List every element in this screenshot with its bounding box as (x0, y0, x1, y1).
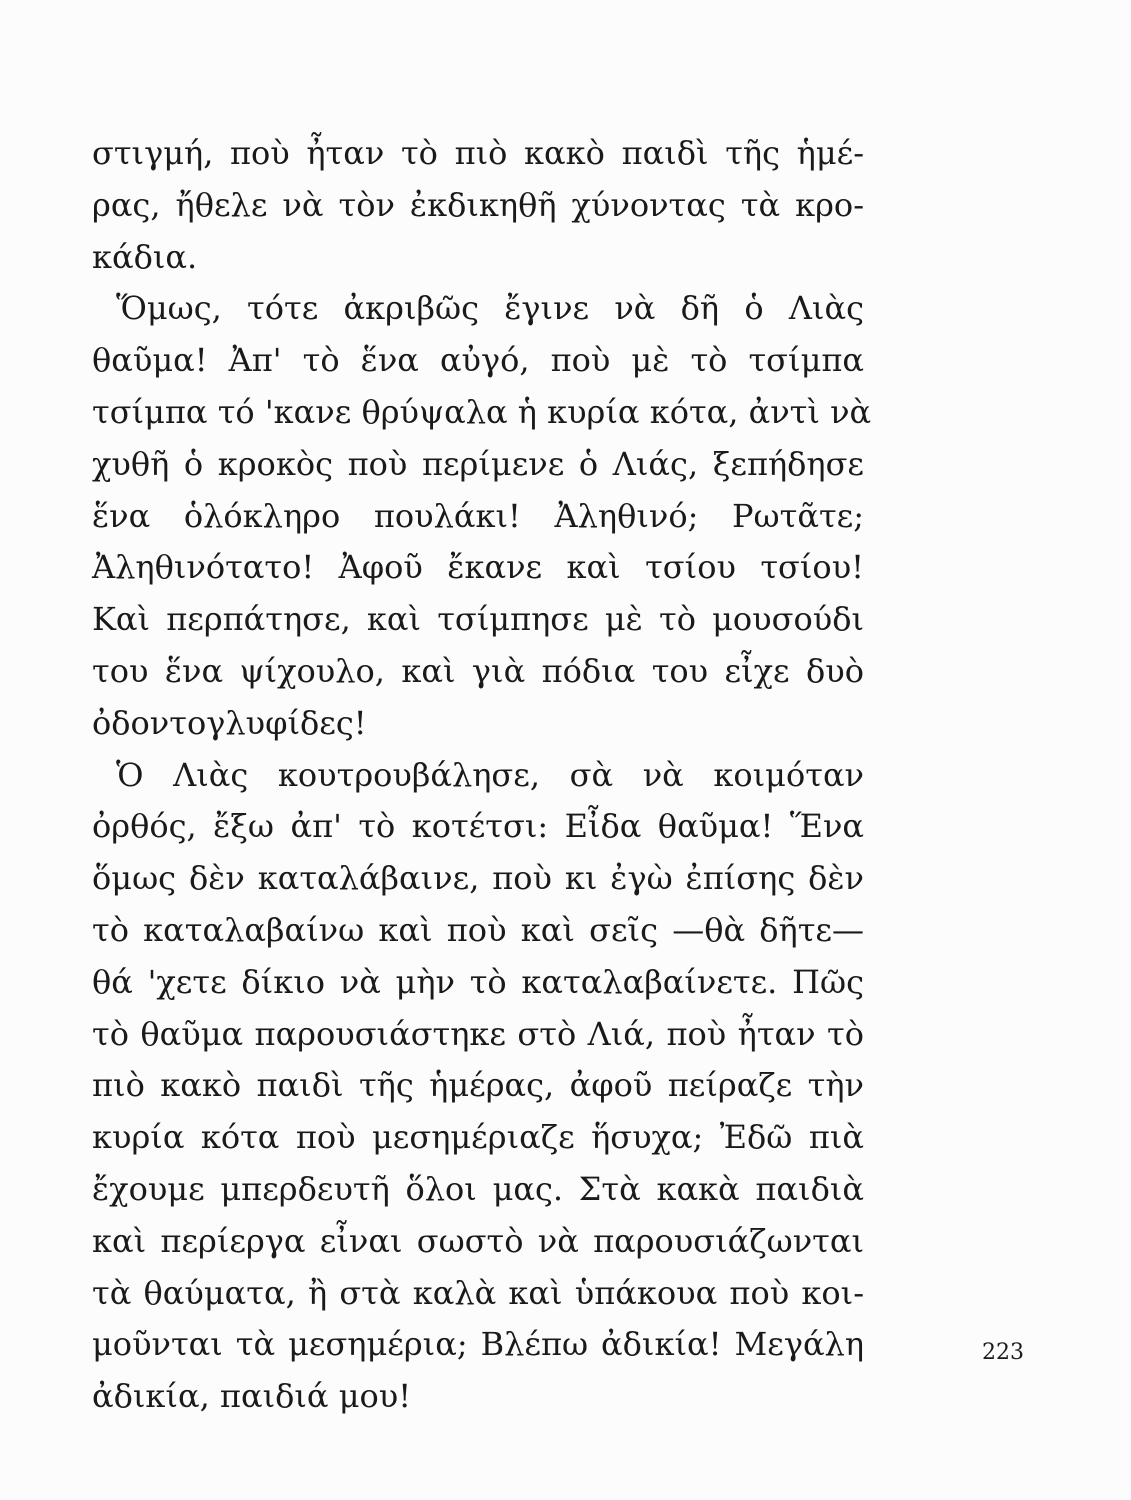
text-line: ὀδοντογλυφίδες! (92, 703, 367, 742)
paragraph-start-line: Ὅμως, τότε ἀκριβῶς ἔγινε νὰ δῆ ὁ Λιὰς (116, 289, 864, 328)
text-line: ἔχουμε μπερδευτῆ ὅλοι μας. Στὰ κακὰ παιδιὰ (92, 1169, 864, 1208)
text-line: του ἕνα ψίχουλο, καὶ γιὰ πόδια του εἶχε δυὸ (92, 651, 864, 690)
text-line: τσίμπα τό 'κανε θρύψαλα ἡ κυρία κότα, ἀντὶ νὰ (92, 392, 872, 431)
text-line: καὶ περίεργα εἶναι σωστὸ νὰ παρουσιάζωνται (92, 1221, 864, 1260)
text-line: ἀδικία, παιδιά μου! (92, 1377, 412, 1416)
text-line: κυρία κότα ποὺ μεσημέριαζε ἥσυχα; Ἐδῶ πιὰ (92, 1118, 864, 1157)
text-line: θά 'χετε δίκιο νὰ μὴν τὸ καταλαβαίνετε. Πῶς (92, 962, 864, 1001)
text-line: τὰ θαύματα, ἢ στὰ καλὰ καὶ ὑπάκουα ποὺ κοι- (92, 1273, 864, 1312)
text-line: τὸ θαῦμα παρουσιάστηκε στὸ Λιά, ποὺ ἦταν τὸ (92, 1014, 864, 1053)
text-line: μοῦνται τὰ μεσημέρια; Βλέπω ἀδικία! Μεγάλη (92, 1325, 864, 1364)
text-line: στιγμή, ποὺ ἦταν τὸ πιὸ κακὸ παιδὶ τῆς ἡμέ- (92, 134, 864, 172)
text-line: θαῦμα! Ἀπ' τὸ ἕνα αὐγό, ποὺ μὲ τὸ τσίμπα (92, 341, 864, 380)
text-line: ρας, ἤθελε νὰ τὸν ἐκδικηθῆ χύνοντας τὰ κρο- (92, 185, 864, 224)
page-number: 223 (982, 1340, 1024, 1365)
body-text (92, 128, 872, 1423)
text-line: Ἀληθινότατο! Ἀφοῦ ἔκανε καὶ τσίου τσίου! (92, 548, 864, 587)
text-line: ἕνα ὁλόκληρο πουλάκι! Ἀληθινό; Ρωτᾶτε; (92, 496, 864, 535)
text-line: ὅμως δὲν καταλάβαινε, ποὺ κι ἐγὼ ἐπίσης δὲν (92, 859, 864, 898)
text-line: χυθῆ ὁ κροκὸς ποὺ περίμενε ὁ Λιάς, ξεπήδησε (92, 444, 864, 483)
text-line: ὀρθός, ἔξω ἀπ' τὸ κοτέτσι: Εἶδα θαῦμα! Ἕνα (92, 807, 864, 846)
text-line: πιὸ κακὸ παιδὶ τῆς ἡμέρας, ἀφοῦ πείραζε τὴν (92, 1066, 864, 1105)
text-line: τὸ καταλαβαίνω καὶ ποὺ καὶ σεῖς —θὰ δῆτε— (92, 910, 864, 949)
text-line: Καὶ περπάτησε, καὶ τσίμπησε μὲ τὸ μουσούδι (92, 600, 864, 639)
paragraph-start-line: Ὁ Λιὰς κουτρουβάλησε, σὰ νὰ κοιμόταν (116, 755, 864, 794)
text-line: κάδια. (92, 237, 198, 276)
